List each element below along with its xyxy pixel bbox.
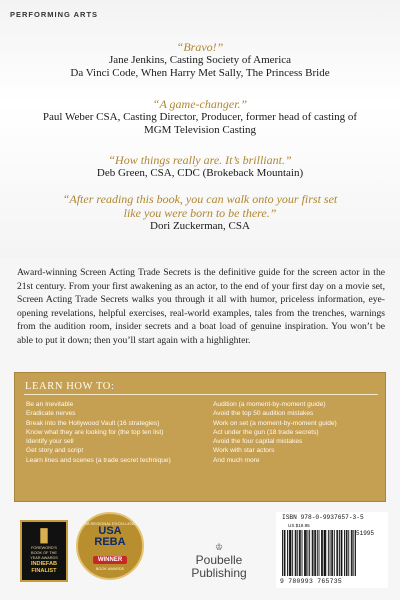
barcode-bar	[289, 530, 290, 576]
publisher-mark-icon: ♔	[214, 542, 224, 552]
barcode-bar	[334, 530, 335, 576]
list-item: Learn lines and scenes (a trade secret technique)	[26, 456, 171, 464]
endorsement-attribution: Jane Jenkins, Casting Society of America	[108, 54, 292, 66]
barcode-bar	[313, 530, 314, 576]
seal-text: USA REGIONAL EXCELLENCE	[81, 521, 139, 526]
barcode-bar	[312, 530, 313, 576]
barcode-bar	[346, 530, 347, 576]
endorsement-quote: “Bravo!”	[176, 40, 224, 54]
barcode-bar	[353, 530, 354, 576]
seal-text: USA	[98, 525, 122, 537]
barcode-bar	[292, 530, 293, 576]
list-item: Be an Inevitable	[26, 401, 74, 408]
barcode-bar	[347, 530, 348, 576]
endorsement-1	[0, 40, 400, 80]
barcode-bar	[305, 530, 306, 576]
list-item: Identify your sell	[26, 438, 74, 446]
publisher-name: Poubelle	[195, 553, 243, 567]
endorsement-quote: “How things really are. It’s brilliant.”	[108, 153, 292, 167]
endorsement-4	[0, 192, 400, 233]
barcode-bar	[324, 530, 325, 576]
barcode-bar	[297, 530, 298, 576]
award-text: YEAR AWARDS	[30, 556, 58, 560]
category-label: PERFORMING ARTS	[10, 10, 99, 19]
learn-list-right	[213, 400, 383, 465]
isbn-text: ISBN 978-0-9937657-3-5	[282, 514, 364, 521]
barcode-bar	[339, 530, 340, 576]
barcode-bar	[330, 530, 331, 576]
publisher-logo	[178, 541, 260, 580]
barcode-bar	[284, 530, 285, 576]
barcode-bar	[308, 530, 309, 576]
barcode-bar	[319, 530, 320, 576]
list-item: Eradicate nerves	[26, 410, 76, 418]
barcode-bar	[317, 530, 318, 576]
award-text: FINALIST	[31, 568, 57, 574]
barcode-bar	[321, 530, 322, 576]
isbn-barcode	[276, 512, 388, 588]
endorsement-attribution: Dori Zuckerman, CSA	[150, 220, 250, 232]
price-code-text: 51995	[356, 530, 375, 537]
barcode-bar	[337, 530, 338, 576]
book-description: Award-winning Screen Acting Trade Secrets is the definitive guide for the screen actor in the 21st century. From your first awakening as an actor, to the end of your first day on a movie set, Screen Acting Trade Secrets walks you through it all with humor, priceless information, eye-opening revelations, helpful exercises, real-world examples, tales from the trenches, warnings from the audition room, insider secrets and a boat load of genuine inspiration. You won’t be able to put it down; then you’ll start again with a highlighter.	[17, 267, 385, 346]
barcode-bar	[306, 530, 307, 576]
barcode-bar	[285, 530, 286, 576]
barcode-bar	[325, 530, 326, 576]
list-item: Avoid the four capital mistakes	[213, 438, 303, 446]
endorsement-quote: “A game-changer.”	[152, 97, 248, 111]
barcode-bar	[352, 530, 353, 576]
barcode-bar	[331, 530, 332, 576]
learn-how-to-box	[14, 372, 386, 502]
price-text: US $19.95	[288, 523, 310, 528]
barcode-digits: 9 780993 765735	[280, 578, 343, 585]
publisher-name: Publishing	[191, 566, 247, 580]
barcode-bar	[348, 530, 349, 576]
list-item: Get story and script	[26, 447, 84, 455]
barcode-bar	[314, 530, 315, 576]
barcode-bar	[322, 530, 323, 576]
award-text: INDIEFAB	[30, 561, 58, 567]
endorsement-attribution: Da Vinci Code, When Harry Met Sally, The Princess Bride	[70, 67, 330, 79]
barcode-bar	[282, 530, 283, 576]
list-item: Break into the Hollywood Vault (16 strategies)	[26, 419, 160, 427]
barcode-bar	[304, 530, 305, 576]
endorsement-3	[0, 153, 400, 180]
list-item: Act under the gun (18 trade secrets)	[213, 428, 319, 436]
barcode-bar	[341, 530, 342, 576]
learn-title: LEARN HOW TO:	[25, 381, 115, 392]
barcode-bar	[300, 530, 301, 576]
barcode-bar	[299, 530, 300, 576]
barcode-bar	[315, 530, 316, 576]
endorsement-quote: like you were born to be there.”	[123, 206, 277, 220]
barcode-bar	[295, 530, 296, 576]
endorsement-attribution: Paul Weber CSA, Casting Director, Producer, former head of casting of	[42, 111, 358, 123]
barcode-bar	[325, 530, 326, 576]
endorsement-attribution: Deb Green, CSA, CDC (Brokeback Mountain)	[96, 167, 304, 179]
endorsement-2	[0, 97, 400, 137]
learn-list-left	[26, 400, 201, 465]
barcode-bar	[309, 530, 310, 576]
seal-text: REBA	[94, 536, 126, 548]
barcode-bar	[302, 530, 303, 576]
barcode-bar	[332, 530, 333, 576]
barcode-bar	[342, 530, 343, 576]
barcode-bar	[355, 530, 356, 576]
list-item: Work on set (a moment-by-moment guide)	[213, 419, 337, 427]
barcode-bar	[328, 530, 329, 576]
barcode-bar	[296, 530, 297, 576]
endorsement-attribution: MGM Television Casting	[143, 124, 257, 136]
book-award-icon: ▮	[38, 524, 50, 546]
barcode-bar	[291, 530, 292, 576]
usa-reba-award-seal	[76, 512, 144, 580]
list-item: And much more	[213, 456, 260, 464]
list-item: Work with star actors	[213, 447, 275, 455]
divider	[24, 394, 378, 395]
seal-text: BOOK AWARDS	[95, 567, 125, 571]
list-item: Avoid the top 50 audition mistakes	[213, 410, 314, 418]
indiefab-award-badge	[20, 520, 68, 582]
barcode-bar	[290, 530, 291, 576]
list-item: Know what they are looking for (the top ten list)	[26, 428, 164, 436]
award-text: FOREWORD'S	[31, 546, 57, 550]
winner-ribbon: WINNER	[93, 556, 127, 564]
list-item: Audition (a moment-by-moment guide)	[213, 401, 326, 408]
barcode-bar	[336, 530, 337, 576]
endorsement-quote: “After reading this book, you can walk onto your first set	[62, 192, 338, 206]
barcode-bar	[351, 530, 352, 576]
barcode-bar	[344, 530, 345, 576]
barcode-bar	[287, 530, 288, 576]
award-text: BOOK OF THE	[31, 551, 57, 555]
barcode-bars	[282, 530, 382, 578]
